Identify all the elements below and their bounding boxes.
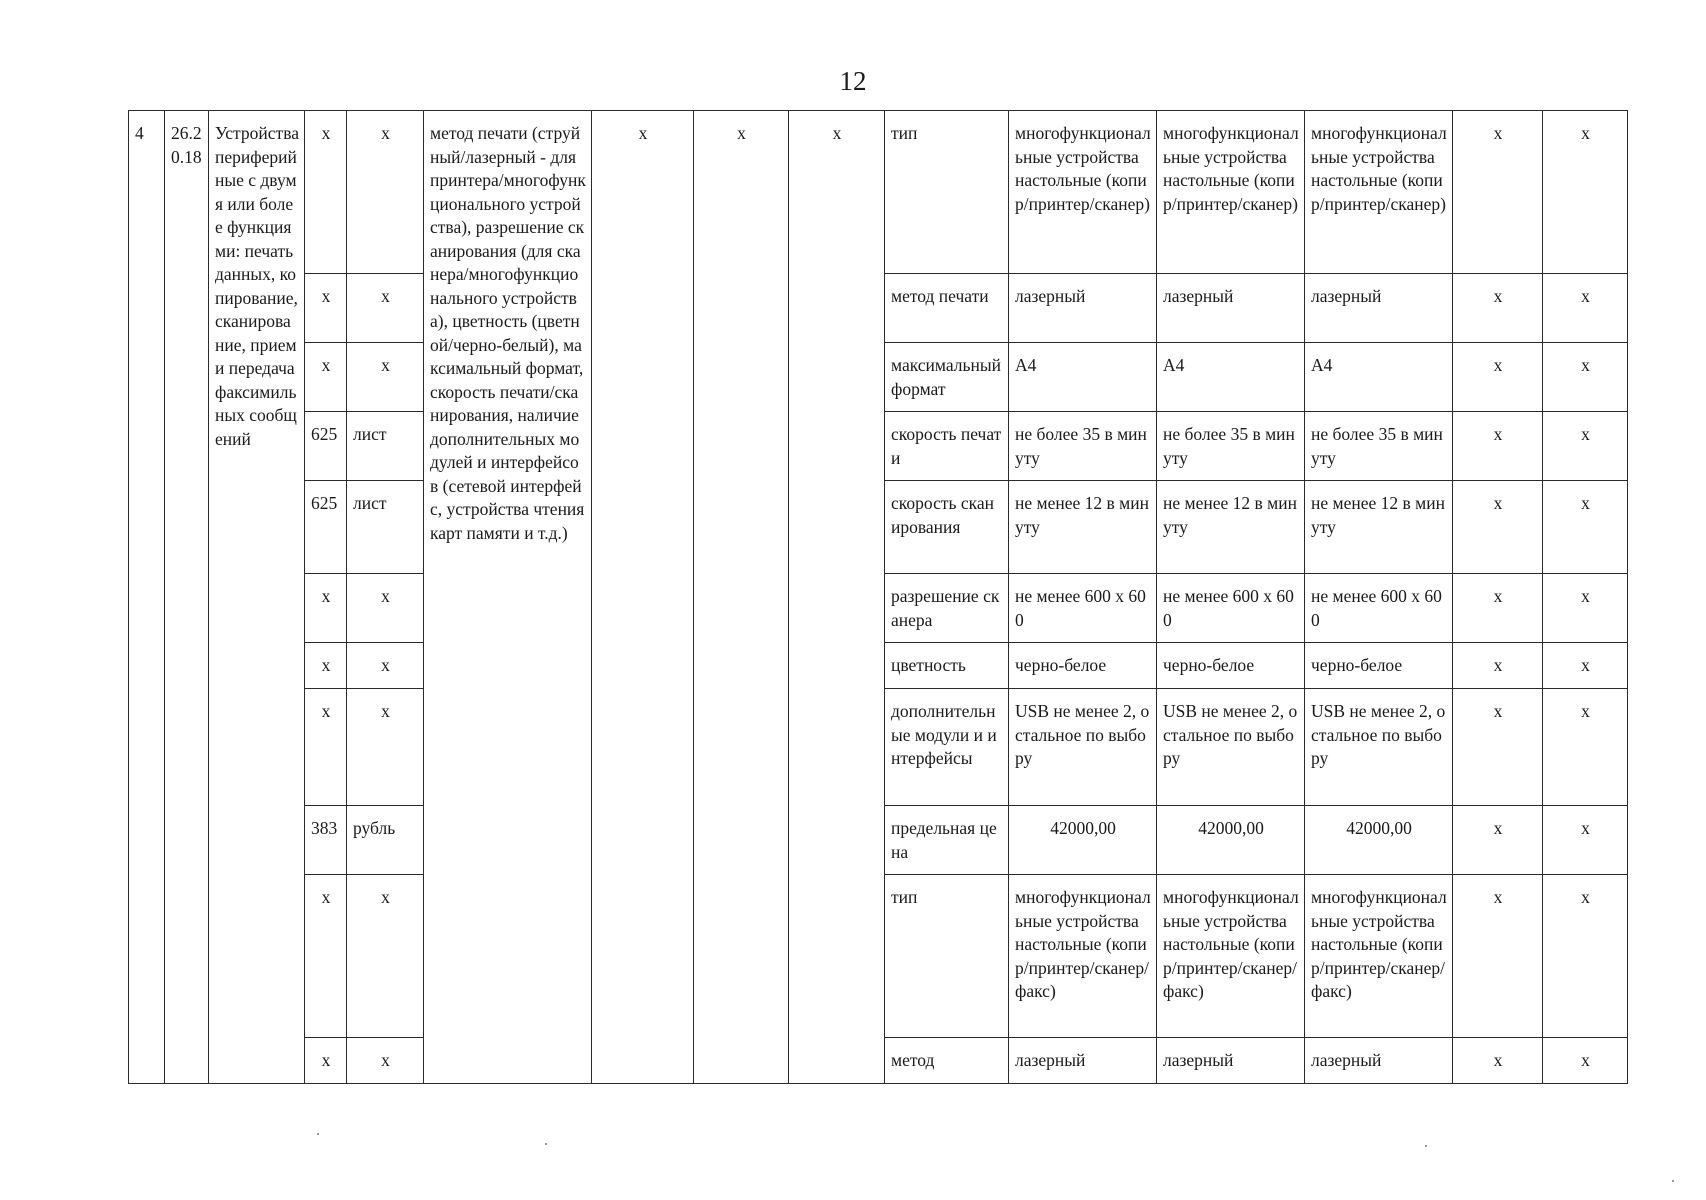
value-cell: многофункциональные устройства настольные (копир/принтер/сканер)	[1305, 111, 1453, 274]
okei-code-cell: x	[305, 274, 347, 343]
x-mark-cell: x	[694, 111, 789, 1084]
okei-code-cell: x	[305, 643, 347, 689]
okei-code-cell: 383	[305, 806, 347, 875]
characteristic-name-cell: тип	[885, 111, 1009, 274]
justification-cell: x	[1453, 689, 1543, 806]
okei-code-cell: x	[305, 875, 347, 1038]
value-cell: черно-белое	[1305, 643, 1453, 689]
value-cell: лазерный	[1157, 274, 1305, 343]
scan-speck	[1425, 1145, 1427, 1147]
justification-cell: x	[1453, 875, 1543, 1038]
value-cell: многофункциональные устройства настольные (копир/принтер/сканер/факс)	[1305, 875, 1453, 1038]
scan-speck	[1672, 1180, 1674, 1182]
value-cell: USB не менее 2, остальное по выбору	[1305, 689, 1453, 806]
okpd-code-cell: 26.20.18	[165, 111, 209, 1084]
characteristic-name-cell: скорость печати	[885, 412, 1009, 481]
value-cell: не более 35 в минуту	[1305, 412, 1453, 481]
justification-cell: x	[1453, 806, 1543, 875]
justification-cell: x	[1453, 343, 1543, 412]
functional-purpose-cell: x	[1543, 689, 1628, 806]
characteristic-name-cell: дополнительные модули и интерфейсы	[885, 689, 1009, 806]
justification-cell: x	[1453, 274, 1543, 343]
functional-purpose-cell: x	[1543, 111, 1628, 274]
value-cell: не менее 12 в минуту	[1305, 481, 1453, 574]
characteristic-name-cell: скорость сканирования	[885, 481, 1009, 574]
characteristic-name-cell: тип	[885, 875, 1009, 1038]
item-name-cell: Устройства периферийные с двумя или более функциями: печать данных, копирование, сканирование, прием и передача факсимильных сообщений	[209, 111, 305, 1084]
characteristics-list-cell: метод печати (струйный/лазерный - для принтера/многофункционального устройства), разрешение сканирования (для сканера/многофункционального устройства), цветность (цветной/черно-белый), максимальный формат, скорость печати/сканирования, наличие дополнительных модулей и интерфейсов (сетевой интерфейс, устройства чтения карт памяти и т.д.)	[424, 111, 592, 1084]
functional-purpose-cell: x	[1543, 481, 1628, 574]
value-cell: многофункциональные устройства настольные (копир/принтер/сканер/факс)	[1157, 875, 1305, 1038]
value-cell: не менее 600 х 600	[1157, 574, 1305, 643]
value-cell: многофункциональные устройства настольные (копир/принтер/сканер)	[1009, 111, 1157, 274]
value-cell: USB не менее 2, остальное по выбору	[1157, 689, 1305, 806]
requirements-table	[128, 110, 1628, 1084]
value-cell: не менее 600 х 600	[1305, 574, 1453, 643]
functional-purpose-cell: x	[1543, 875, 1628, 1038]
value-cell: не менее 12 в минуту	[1009, 481, 1157, 574]
value-cell: не более 35 в минуту	[1009, 412, 1157, 481]
unit-cell: x	[347, 689, 424, 806]
value-cell: А4	[1009, 343, 1157, 412]
value-cell: черно-белое	[1157, 643, 1305, 689]
value-cell: лазерный	[1009, 274, 1157, 343]
justification-cell: x	[1453, 574, 1543, 643]
unit-cell: x	[347, 875, 424, 1038]
value-cell: 42000,00	[1157, 806, 1305, 875]
okei-code-cell: 625	[305, 412, 347, 481]
value-cell: не более 35 в минуту	[1157, 412, 1305, 481]
value-cell: не менее 600 х 600	[1009, 574, 1157, 643]
justification-cell: x	[1453, 643, 1543, 689]
value-cell: не менее 12 в минуту	[1157, 481, 1305, 574]
unit-cell: x	[347, 343, 424, 412]
unit-cell: лист	[347, 412, 424, 481]
justification-cell: x	[1453, 412, 1543, 481]
functional-purpose-cell: x	[1543, 1038, 1628, 1084]
value-cell: USB не менее 2, остальное по выбору	[1009, 689, 1157, 806]
functional-purpose-cell: x	[1543, 643, 1628, 689]
functional-purpose-cell: x	[1543, 806, 1628, 875]
unit-cell: x	[347, 1038, 424, 1084]
value-cell: А4	[1157, 343, 1305, 412]
row-number-cell: 4	[129, 111, 165, 1084]
justification-cell: x	[1453, 111, 1543, 274]
okei-code-cell: 625	[305, 481, 347, 574]
justification-cell: x	[1453, 481, 1543, 574]
okei-code-cell: x	[305, 111, 347, 274]
functional-purpose-cell: x	[1543, 412, 1628, 481]
unit-cell: x	[347, 574, 424, 643]
value-cell: А4	[1305, 343, 1453, 412]
characteristic-name-cell: разрешение сканера	[885, 574, 1009, 643]
unit-cell: рубль	[347, 806, 424, 875]
value-cell: лазерный	[1157, 1038, 1305, 1084]
characteristic-name-cell: максимальный формат	[885, 343, 1009, 412]
characteristic-name-cell: метод печати	[885, 274, 1009, 343]
value-cell: многофункциональные устройства настольные (копир/принтер/сканер)	[1157, 111, 1305, 274]
scan-speck	[317, 1133, 319, 1135]
value-cell: лазерный	[1305, 274, 1453, 343]
okei-code-cell: x	[305, 689, 347, 806]
unit-cell: x	[347, 111, 424, 274]
okei-code-cell: x	[305, 574, 347, 643]
justification-cell: x	[1453, 1038, 1543, 1084]
unit-cell: x	[347, 643, 424, 689]
unit-cell: x	[347, 274, 424, 343]
value-cell: 42000,00	[1305, 806, 1453, 875]
x-mark-cell: x	[592, 111, 694, 1084]
value-cell: 42000,00	[1009, 806, 1157, 875]
characteristic-name-cell: цветность	[885, 643, 1009, 689]
functional-purpose-cell: x	[1543, 274, 1628, 343]
characteristic-name-cell: метод	[885, 1038, 1009, 1084]
functional-purpose-cell: x	[1543, 574, 1628, 643]
table-row	[129, 111, 1628, 274]
value-cell: лазерный	[1009, 1038, 1157, 1084]
value-cell: лазерный	[1305, 1038, 1453, 1084]
functional-purpose-cell: x	[1543, 343, 1628, 412]
value-cell: черно-белое	[1009, 643, 1157, 689]
scan-speck	[545, 1143, 547, 1145]
x-mark-cell: x	[789, 111, 885, 1084]
characteristic-name-cell: предельная цена	[885, 806, 1009, 875]
okei-code-cell: x	[305, 1038, 347, 1084]
page-number: 12	[839, 66, 867, 96]
value-cell: многофункциональные устройства настольные (копир/принтер/сканер/факс)	[1009, 875, 1157, 1038]
okei-code-cell: x	[305, 343, 347, 412]
unit-cell: лист	[347, 481, 424, 574]
